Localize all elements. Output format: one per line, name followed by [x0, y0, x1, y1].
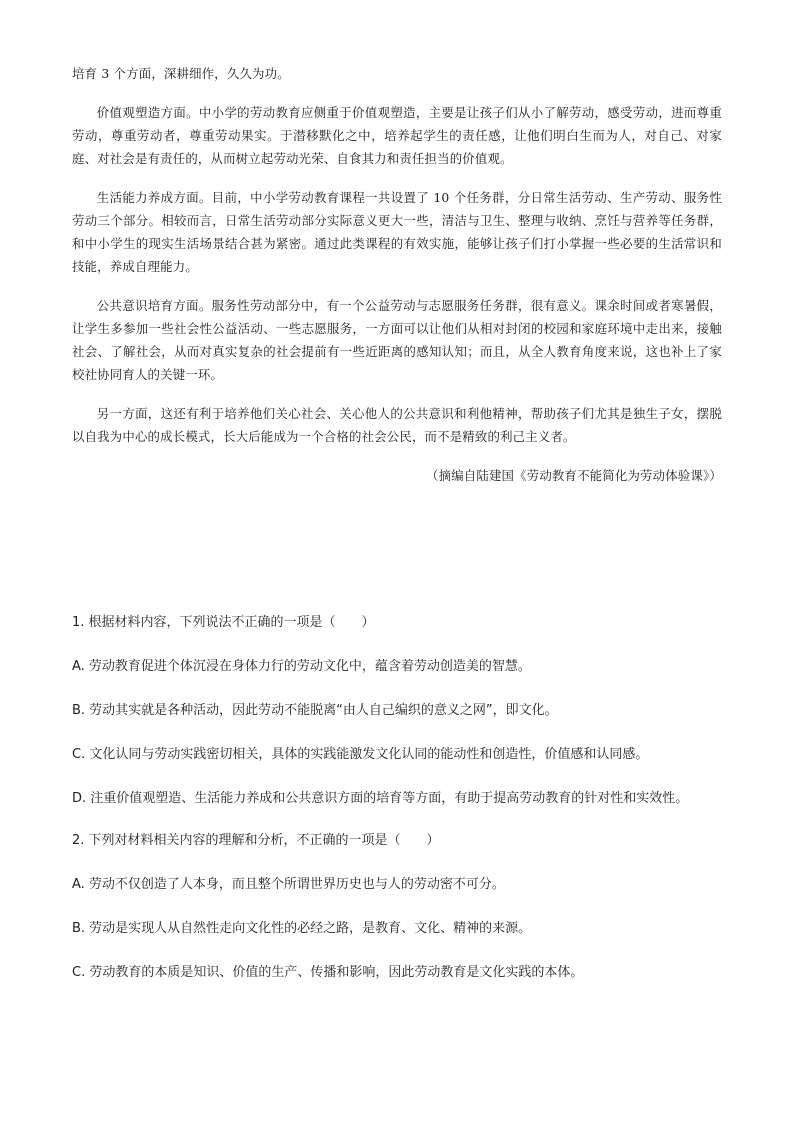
option-a: A. 劳动教育促进个体沉浸在身体力行的劳动文化中，蕴含着劳动创造美的智慧。 — [72, 659, 531, 674]
paragraph-values: 价值观塑造方面。中小学的劳动教育应侧重于价值观塑造，主要是让孩子们从小了解劳动，感受劳动，进而尊重劳动，尊重劳动者，尊重劳动果实。于潜移默化之中，培养起学生的责任感，让他们明白生而为人，对自己、对家庭、对社会是有责任的，从而树立起劳动光荣、自食其力和责任担当的价值观。 — [72, 105, 722, 166]
question-stem: 1. 根据材料内容，下列说法不正确的一项是（ ） — [72, 615, 375, 630]
question-2 — [72, 830, 722, 984]
option-b: B. 劳动其实就是各种活动，因此劳动不能脱离“由人自己编织的意义之网”，即文化。 — [72, 703, 558, 718]
option-d: D. 注重价值观塑造、生活能力养成和公共意识方面的培育等方面，有助于提高劳动教育的针对性和实效性。 — [72, 791, 689, 806]
paragraph-public-awareness: 公共意识培育方面。服务性劳动部分中，有一个公益劳动与志愿服务任务群，很有意义。课余时间或者寒暑假，让学生多参加一些社会性公益活动、一些志愿服务，一方面可以让他们从相对封闭的校园和家庭环境中走出来，接触社会、了解社会，从而对真实复杂的社会提前有一些近距离的感知认知；而且，从全人教育角度来说，这也补上了家校社协同育人的关键一环。 — [72, 298, 722, 382]
option-a: A. 劳动不仅创造了人本身，而且整个所谓世界历史也与人的劳动密不可分。 — [72, 877, 505, 892]
option-b: B. 劳动是实现人从自然性走向文化性的必经之路，是教育、文化、精神的来源。 — [72, 921, 532, 936]
reading-passage — [72, 62, 722, 487]
option-c: C. 劳动教育的本质是知识、价值的生产、传播和影响，因此劳动教育是文化实践的本体。 — [72, 965, 584, 980]
question-section — [72, 612, 722, 1006]
option-c: C. 文化认同与劳动实践密切相关，具体的实践能激发文化认同的能动性和创造性，价值感和认同感。 — [72, 747, 649, 762]
paragraph-altruism: 另一方面，这还有利于培养他们关心社会、关心他人的公共意识和利他精神，帮助孩子们尤其是独生子女，摆脱以自我为中心的成长模式，长大后能成为一个合格的社会公民，而不是精致的利己主义者。 — [72, 406, 722, 444]
passage-continuation: 培育 3 个方面，深耕细作，久久为功。 — [72, 66, 290, 81]
passage-source: （摘编自陆建国《劳动教育不能简化为劳动体验课》） — [426, 468, 722, 483]
question-1 — [72, 612, 722, 810]
paragraph-life-skills: 生活能力养成方面。目前，中小学劳动教育课程一共设置了 10 个任务群，分日常生活劳动、生产劳动、服务性劳动三个部分。相较而言，日常生活劳动部分实际意义更大一些，清洁与卫生、整理与收纳、烹饪与营养等任务群，和中小学生的现实生活场景结合甚为紧密。通过此类课程的有效实施，能够让孩子们打小掌握一些必要的生活常识和技能，养成自理能力。 — [72, 190, 722, 274]
question-stem: 2. 下列对材料相关内容的理解和分析，不正确的一项是（ ） — [72, 833, 440, 848]
